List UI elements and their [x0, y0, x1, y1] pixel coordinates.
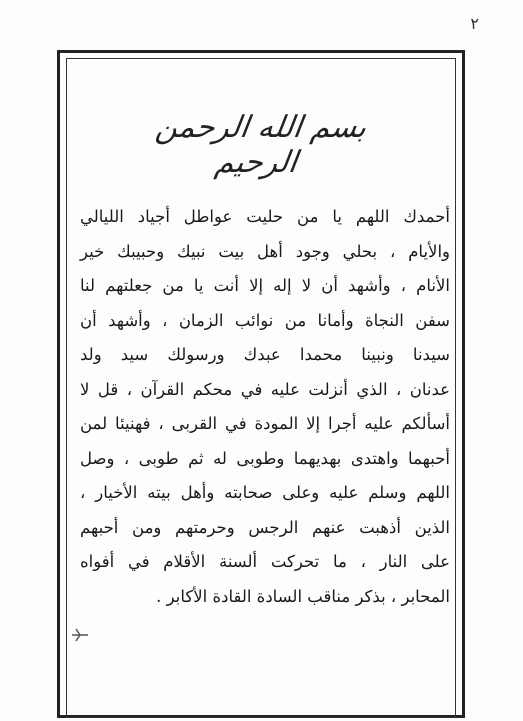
basmala-heading: بسم الله الرحمن الرحيم [153, 110, 369, 180]
margin-mark-icon [70, 625, 90, 645]
text-line: والأيام ، بحلي وجود أهل بيت نبيك وحبيبك خير [80, 241, 450, 261]
text-line: اللهم وسلم عليه وعلى صحابته وأهل بيته الأخيار ، [80, 483, 450, 502]
text-line: عدنان ، الذي أنزلت عليه في محكم القرآن ، قل لا [80, 379, 450, 399]
page-number: ٢ [470, 14, 479, 33]
text-line: الأنام ، وأشهد أن لا إله إلا أنت يا من جعلتهم لنا [80, 276, 450, 295]
text-line: الذين أذهبت عنهم الرجس وحرمتهم ومن أحبهم [80, 517, 450, 537]
text-line: سفن النجاة وأمانا من نوائب الزمان ، وأشهد أن [80, 310, 450, 330]
text-line: المحابر ، بذكر مناقب السادة القادة الأكابر . [156, 586, 450, 606]
text-line: سيدنا ونبينا محمدا عبدك ورسولك سيد ولد [80, 345, 450, 364]
text-line: أسألكم عليه أجرا إلا المودة في القربى ، فهنيئا لمن [80, 414, 450, 433]
text-line: على النار ، ما تحركت ألسنة الأقلام في أفواه [80, 552, 450, 571]
body-text [80, 200, 450, 614]
text-line: أحمدك اللهم يا من حليت عواطل أجياد الليالي [80, 207, 450, 226]
text-line: أحبهما واهتدى بهديهما وطوبى له ثم طوبى ، وصل [80, 448, 450, 468]
